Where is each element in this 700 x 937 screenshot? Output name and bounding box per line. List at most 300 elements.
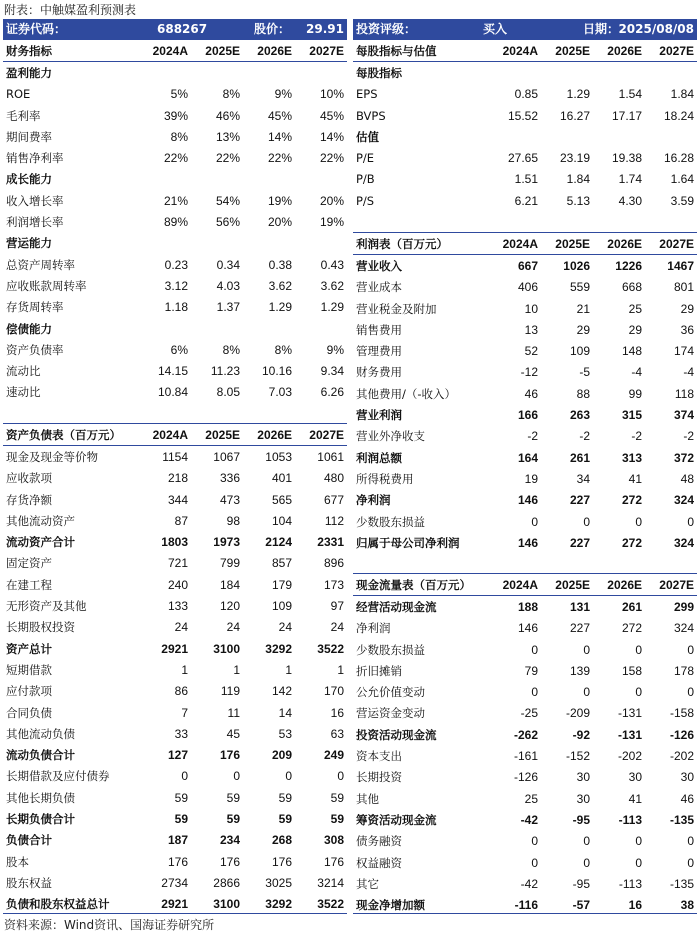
- cell-value: 41: [628, 791, 642, 806]
- cell-value: 16.28: [663, 151, 694, 166]
- financial-indicators-table: [3, 39, 347, 403]
- cell-value: 164: [517, 450, 538, 465]
- cell-value: 21%: [163, 193, 188, 208]
- cell-value: 52: [524, 344, 538, 359]
- cell-value: 14%: [267, 129, 292, 144]
- cell-value: 227: [569, 493, 590, 508]
- cell-value: 19%: [267, 193, 292, 208]
- cell-value: 801: [673, 280, 694, 295]
- cell-value: 0.34: [216, 257, 240, 272]
- cell-value: 1.64: [670, 172, 694, 187]
- date-label: 日期：: [583, 22, 620, 36]
- row-label: 少数股东损益: [356, 642, 425, 657]
- cell-value: 63: [330, 726, 344, 741]
- cell-value: 30: [576, 770, 590, 785]
- cell-value: 0: [687, 685, 694, 700]
- cell-value: 3522: [317, 897, 344, 912]
- cell-value: -4: [631, 365, 642, 380]
- row-label: 净利润: [356, 621, 391, 636]
- year-header: 2024A: [135, 40, 191, 62]
- cell-value: 0: [233, 769, 240, 784]
- cell-value: -202: [669, 749, 694, 764]
- row-label: 每股指标: [356, 65, 402, 80]
- row-label: 投资活动现金流: [356, 727, 437, 742]
- cell-value: 187: [167, 833, 188, 848]
- cell-value: 3.12: [164, 278, 188, 293]
- cell-value: 59: [226, 790, 240, 805]
- table-row: [3, 595, 347, 616]
- row-label: 营业外净收支: [356, 429, 425, 444]
- cell-value: 20%: [267, 215, 292, 230]
- cell-value: 0: [687, 642, 694, 657]
- rating-info-bar: [353, 19, 697, 39]
- cell-value: 857: [271, 556, 292, 571]
- cell-value: 261: [569, 450, 590, 465]
- cell-value: 0: [635, 642, 642, 657]
- table-row: [353, 767, 697, 788]
- cell-value: [541, 126, 593, 147]
- cell-value: 14: [278, 705, 292, 720]
- cell-value: -135: [669, 876, 694, 891]
- cell-value: 148: [621, 344, 642, 359]
- cell-value: 1: [285, 662, 292, 677]
- table-row: [353, 809, 697, 830]
- cell-value: 24: [330, 620, 344, 635]
- cell-value: 19: [524, 471, 538, 486]
- row-label: 流动负债合计: [6, 748, 75, 763]
- table-row: [353, 852, 697, 873]
- cell-value: 39%: [163, 108, 188, 123]
- cell-value: 11: [227, 705, 240, 720]
- row-label: 营业利润: [356, 408, 402, 423]
- cell-value: 23.19: [559, 151, 590, 166]
- year-header: 2024A: [485, 574, 541, 596]
- cell-value: 16: [628, 898, 642, 913]
- cell-value: 6.26: [320, 385, 344, 400]
- rating-value: 买入: [483, 22, 508, 36]
- table-row: [3, 702, 347, 723]
- cell-value: 8%: [170, 129, 188, 144]
- cell-value: 308: [323, 833, 344, 848]
- cell-value: 46: [524, 386, 538, 401]
- cell-value: 30: [576, 791, 590, 806]
- table-row: [3, 766, 347, 787]
- cell-value: 3100: [213, 641, 240, 656]
- cell-value: 0: [531, 685, 538, 700]
- cell-value: 1.54: [618, 87, 642, 102]
- cell-value: 299: [673, 599, 694, 614]
- cell-value: 170: [323, 684, 344, 699]
- table-row: [353, 362, 697, 383]
- cell-value: 176: [219, 748, 240, 763]
- table-row: [3, 84, 347, 105]
- cell-value: 1226: [615, 258, 642, 273]
- cell-value: 1: [181, 662, 188, 677]
- cell-value: 27.65: [507, 151, 538, 166]
- cell-value: 24: [174, 620, 188, 635]
- row-label: 归属于母公司净利润: [356, 535, 460, 550]
- table-row: [353, 105, 697, 126]
- cell-value: [243, 318, 295, 339]
- cell-value: 1.37: [216, 300, 240, 315]
- cell-value: [191, 233, 243, 254]
- stock-code-value: 688267: [157, 22, 208, 36]
- row-label: 所得税费用: [356, 471, 414, 486]
- table-row: [3, 169, 347, 190]
- cell-value: 406: [517, 280, 538, 295]
- row-label: 流动资产合计: [6, 535, 75, 550]
- cell-value: -135: [669, 812, 694, 827]
- cell-value: -161: [513, 749, 538, 764]
- cell-value: 2734: [161, 875, 188, 890]
- table-row: [3, 574, 347, 595]
- cell-value: -131: [617, 727, 642, 742]
- cell-value: 5%: [170, 87, 188, 102]
- cell-value: 11.23: [210, 364, 240, 379]
- cell-value: 10.16: [261, 364, 292, 379]
- cell-value: 178: [673, 663, 694, 678]
- cell-value: 0: [583, 514, 590, 529]
- cell-value: 667: [517, 258, 538, 273]
- cell-value: 0: [635, 685, 642, 700]
- year-header: 2026E: [243, 424, 295, 446]
- cell-value: 4.30: [618, 193, 642, 208]
- row-label: 应收款项: [6, 471, 52, 486]
- cell-value: [191, 169, 243, 190]
- table-row: [3, 382, 347, 403]
- cell-value: 1053: [265, 449, 292, 464]
- cell-value: 30: [628, 770, 642, 785]
- column-header-row: [353, 574, 697, 596]
- cell-value: 36: [680, 322, 694, 337]
- cell-value: 324: [673, 621, 694, 636]
- cell-value: 59: [330, 811, 344, 826]
- year-header: 2026E: [593, 233, 645, 255]
- table-row: [3, 723, 347, 744]
- cell-value: 240: [167, 577, 188, 592]
- cell-value: 401: [271, 471, 292, 486]
- row-label: 其他: [356, 791, 379, 806]
- table-row: [3, 254, 347, 275]
- cell-value: 176: [167, 854, 188, 869]
- cell-value: 374: [673, 408, 694, 423]
- year-header: 2025E: [191, 40, 243, 62]
- cell-value: 112: [324, 513, 344, 528]
- cell-value: 0: [531, 855, 538, 870]
- cell-value: 17.17: [611, 108, 642, 123]
- cell-value: 19%: [319, 215, 344, 230]
- year-header: 2025E: [541, 40, 593, 62]
- price-label: 股价：: [254, 22, 291, 36]
- row-label: 经营活动现金流: [356, 599, 437, 614]
- row-label: 存货周转率: [6, 300, 64, 315]
- cell-value: 14%: [319, 129, 344, 144]
- cell-value: -42: [520, 812, 538, 827]
- cell-value: -2: [631, 429, 642, 444]
- cell-value: 16.27: [559, 108, 590, 123]
- cell-value: 146: [517, 493, 538, 508]
- cell-value: 1: [337, 662, 344, 677]
- table-row: [3, 489, 347, 510]
- cell-value: [295, 318, 347, 339]
- cell-value: 173: [323, 577, 344, 592]
- row-label: 成长能力: [6, 172, 52, 187]
- table-row: [353, 190, 697, 211]
- cell-value: [485, 62, 541, 84]
- row-label: 长期负债合计: [6, 811, 75, 826]
- cell-value: 3214: [317, 875, 344, 890]
- cell-value: [295, 169, 347, 190]
- row-label: 应付款项: [6, 684, 52, 699]
- row-label: 权益融资: [356, 855, 402, 870]
- cell-value: 22%: [163, 151, 188, 166]
- cell-value: 53: [278, 726, 292, 741]
- table-title: 现金流量表（百万元）: [353, 574, 485, 596]
- cell-value: [541, 62, 593, 84]
- cell-value: [243, 233, 295, 254]
- table-row: [3, 275, 347, 296]
- table-row: [3, 147, 347, 168]
- cell-value: 249: [323, 748, 344, 763]
- cell-value: 87: [174, 513, 188, 528]
- cell-value: 3.62: [268, 278, 292, 293]
- table-row: [353, 126, 697, 147]
- cell-value: 133: [167, 599, 188, 614]
- rating-label: 投资评级：: [356, 22, 417, 36]
- cell-value: 21: [576, 301, 590, 316]
- cell-value: 261: [621, 599, 642, 614]
- row-label: P/S: [356, 193, 375, 208]
- cell-value: 668: [621, 280, 642, 295]
- cell-value: 0: [635, 834, 642, 849]
- row-label: 合同负债: [6, 705, 52, 720]
- year-header: 2027E: [645, 233, 697, 255]
- table-row: [3, 787, 347, 808]
- table-row: [353, 298, 697, 319]
- row-label: 财务费用: [356, 365, 402, 380]
- cell-value: 272: [621, 493, 642, 508]
- cell-value: 0.23: [164, 257, 188, 272]
- table-row: [353, 532, 697, 553]
- cell-value: 0: [531, 514, 538, 529]
- cell-value: 16: [330, 705, 344, 720]
- cell-value: [593, 62, 645, 84]
- cell-value: 272: [621, 535, 642, 550]
- cell-value: 313: [621, 450, 642, 465]
- cell-value: 8%: [222, 342, 240, 357]
- cell-value: 8%: [222, 87, 240, 102]
- table-row: [353, 447, 697, 468]
- row-label: 资产负债率: [6, 342, 64, 357]
- table-row: [353, 596, 697, 618]
- cell-value: 24: [226, 620, 240, 635]
- table-row: [353, 319, 697, 340]
- row-label: 盈利能力: [6, 65, 52, 80]
- cell-value: [593, 126, 645, 147]
- cell-value: 20%: [319, 193, 344, 208]
- cell-value: 59: [174, 790, 188, 805]
- cell-value: 45: [226, 726, 240, 741]
- cell-value: 22%: [267, 151, 292, 166]
- table-row: [353, 618, 697, 639]
- cell-value: -113: [618, 876, 642, 891]
- row-label: 毛利率: [6, 108, 41, 123]
- cell-value: 3522: [317, 641, 344, 656]
- table-row: [353, 169, 697, 190]
- cell-value: 25: [524, 791, 538, 806]
- table-title: 每股指标与估值: [353, 40, 485, 62]
- stock-info-bar: [3, 19, 347, 39]
- cell-value: 29: [628, 322, 642, 337]
- cell-value: 6%: [170, 342, 188, 357]
- row-label: 其他流动资产: [6, 513, 75, 528]
- table-row: [3, 830, 347, 851]
- year-header: 2026E: [593, 574, 645, 596]
- cell-value: 0: [337, 769, 344, 784]
- cell-value: 29: [680, 301, 694, 316]
- row-label: 股本: [6, 854, 29, 869]
- table-row: [3, 638, 347, 659]
- row-label: 期间费率: [6, 129, 52, 144]
- cell-value: 59: [226, 811, 240, 826]
- cell-value: 46%: [215, 108, 240, 123]
- cell-value: 1.29: [566, 87, 590, 102]
- cell-value: 59: [278, 790, 292, 805]
- cell-value: 146: [517, 535, 538, 550]
- table-caption: 附表：中触媒盈利预测表: [4, 3, 137, 17]
- cell-value: 1.29: [268, 300, 292, 315]
- cell-value: 10: [524, 301, 538, 316]
- row-label: 营业税金及附加: [356, 301, 437, 316]
- cell-value: 1.84: [670, 87, 694, 102]
- cell-value: 59: [278, 811, 292, 826]
- table-row: [3, 105, 347, 126]
- row-label: 销售费用: [356, 322, 402, 337]
- year-header: 2027E: [295, 424, 347, 446]
- cell-value: -202: [617, 749, 642, 764]
- cell-value: 10%: [319, 87, 344, 102]
- table-row: [353, 703, 697, 724]
- column-header-row: [353, 233, 697, 255]
- cell-value: -95: [572, 876, 590, 891]
- cell-value: 176: [323, 854, 344, 869]
- row-label: 收入增长率: [6, 193, 64, 208]
- table-row: [353, 84, 697, 105]
- cell-value: 2866: [213, 875, 240, 890]
- cell-value: 4.03: [216, 278, 240, 293]
- table-row: [353, 383, 697, 404]
- cell-value: -158: [669, 706, 694, 721]
- cell-value: 45%: [267, 108, 292, 123]
- cell-value: 7: [181, 705, 188, 720]
- table-row: [353, 873, 697, 894]
- table-row: [3, 659, 347, 680]
- row-label: BVPS: [356, 108, 386, 123]
- cell-value: 9.34: [320, 364, 344, 379]
- balance-sheet-table: [3, 423, 347, 915]
- table-row: [353, 62, 697, 84]
- row-label: 其他费用/（-收入）: [356, 386, 457, 401]
- cell-value: -42: [520, 876, 538, 891]
- table-row: [3, 211, 347, 232]
- cell-value: 1.51: [514, 172, 538, 187]
- cell-value: 86: [174, 684, 188, 699]
- price-value: 29.91: [306, 22, 344, 36]
- cell-value: 896: [323, 556, 344, 571]
- cell-value: 19.38: [611, 151, 642, 166]
- table-row: [353, 660, 697, 681]
- cell-value: 1.29: [320, 300, 344, 315]
- cell-value: 8%: [274, 342, 292, 357]
- table-row: [353, 404, 697, 425]
- cell-value: 0: [583, 642, 590, 657]
- cell-value: 209: [271, 748, 292, 763]
- table-row: [3, 468, 347, 489]
- table-row: [3, 339, 347, 360]
- cell-value: 721: [167, 556, 188, 571]
- cell-value: 227: [569, 535, 590, 550]
- cell-value: 33: [174, 726, 188, 741]
- row-label: P/E: [356, 151, 375, 166]
- cell-value: 1803: [161, 535, 188, 550]
- table-row: [3, 318, 347, 339]
- cell-value: 89%: [163, 215, 188, 230]
- table-row: [3, 62, 347, 84]
- cell-value: 120: [219, 599, 240, 614]
- cell-value: -92: [572, 727, 590, 742]
- cell-value: 799: [219, 556, 240, 571]
- row-label: 管理费用: [356, 344, 402, 359]
- row-label: 其他流动负债: [6, 726, 75, 741]
- table-row: [353, 468, 697, 489]
- cell-value: -126: [513, 770, 538, 785]
- row-label: 应收账款周转率: [6, 278, 87, 293]
- cell-value: 227: [569, 621, 590, 636]
- cell-value: 0: [181, 769, 188, 784]
- year-header: 2024A: [135, 424, 191, 446]
- stock-code-label: 证券代码：: [6, 22, 67, 36]
- table-row: [353, 681, 697, 702]
- cell-value: 29: [576, 322, 590, 337]
- cell-value: 46: [680, 791, 694, 806]
- cell-value: 25: [628, 301, 642, 316]
- row-label: 短期借款: [6, 662, 52, 677]
- cell-value: 24: [278, 620, 292, 635]
- cell-value: 2921: [161, 641, 188, 656]
- year-header: 2026E: [243, 40, 295, 62]
- cell-value: 234: [219, 833, 240, 848]
- row-label: 股东权益: [6, 875, 52, 890]
- year-header: 2025E: [541, 233, 593, 255]
- cell-value: [295, 62, 347, 84]
- cell-value: 565: [271, 492, 292, 507]
- row-label: 估值: [356, 129, 379, 144]
- table-row: [353, 255, 697, 277]
- cell-value: 2921: [161, 897, 188, 912]
- cell-value: 0: [583, 685, 590, 700]
- cell-value: 0: [531, 834, 538, 849]
- cell-value: 1.18: [164, 300, 188, 315]
- cell-value: -2: [579, 429, 590, 444]
- cell-value: 0: [285, 769, 292, 784]
- table-row: [353, 147, 697, 168]
- per-share-valuation-table: [353, 39, 697, 211]
- cell-value: 13: [524, 322, 538, 337]
- cell-value: 127: [167, 748, 188, 763]
- year-header: 2025E: [191, 424, 243, 446]
- cell-value: 119: [220, 684, 240, 699]
- column-header-row: [3, 424, 347, 446]
